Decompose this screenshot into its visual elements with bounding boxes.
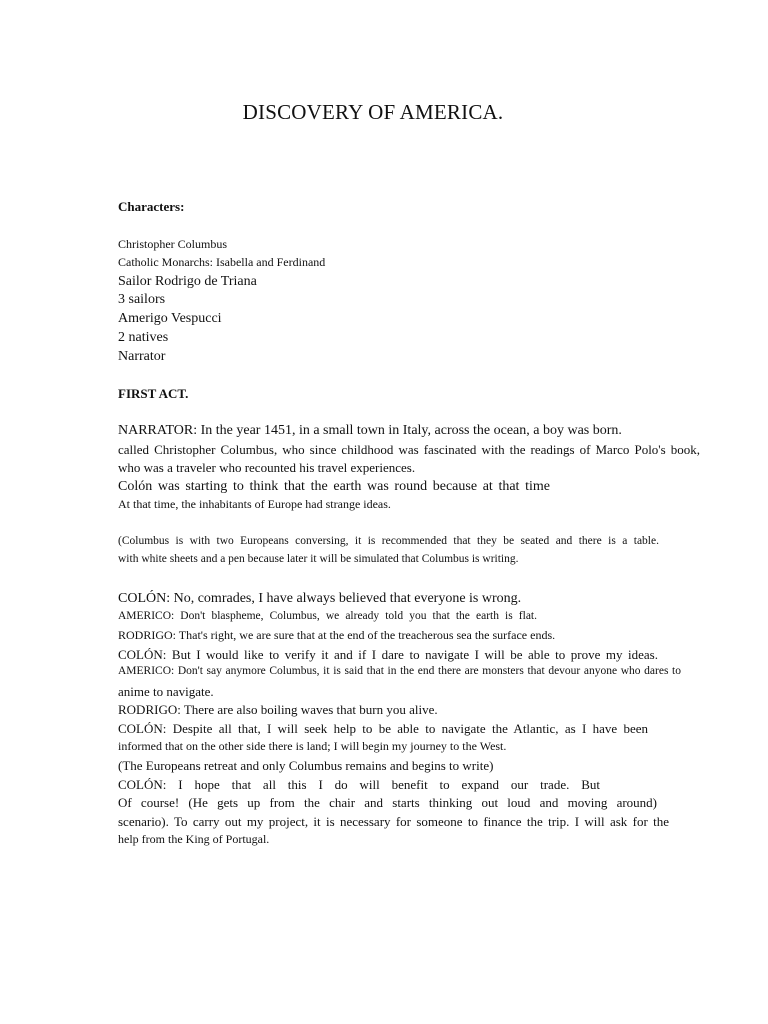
narration-line: called Christopher Columbus, who since childhood was fascinated with the readings of Marco Polo's book,	[118, 442, 700, 457]
character-item: Amerigo Vespucci	[118, 311, 222, 326]
document-title: DISCOVERY OF AMERICA.	[242, 100, 504, 124]
narration-line: who was a traveler who recounted his travel experiences.	[118, 460, 416, 475]
dialogue-line: RODRIGO: There are also boiling waves that burn you alive.	[118, 702, 438, 717]
dialogue-line: informed that on the other side there is land; I will begin my journey to the West.	[118, 739, 507, 753]
narration-line: Colón was starting to think that the earth was round because at that time	[118, 479, 550, 494]
character-item: Christopher Columbus	[118, 237, 228, 251]
character-item: 3 sailors	[118, 292, 166, 307]
narration-line: NARRATOR: In the year 1451, in a small town in Italy, across the ocean, a boy was born.	[118, 423, 622, 438]
character-item: Narrator	[118, 349, 166, 364]
dialogue-line: (The Europeans retreat and only Columbus remains and begins to write)	[118, 758, 494, 773]
dialogue-line: COLÓN: But I would like to verify it and if I dare to navigate I will be able to prove my ideas.	[118, 647, 658, 662]
act-heading: FIRST ACT.	[118, 386, 189, 401]
dialogue-line: COLÓN: No, comrades, I have always believed that everyone is wrong.	[118, 591, 522, 606]
dialogue-line: AMERICO: Don't blaspheme, Columbus, we already told you that the earth is flat.	[118, 610, 537, 622]
dialogue-line: help from the King of Portugal.	[118, 832, 270, 846]
dialogue-line: COLÓN: I hope that all this I do will benefit to expand our trade. But	[118, 777, 600, 792]
dialogue-line: RODRIGO: That's right, we are sure that at the end of the treacherous sea the surface ends.	[118, 628, 556, 642]
dialogue-line: anime to navigate.	[118, 684, 214, 699]
stage-direction-line: with white sheets and a pen because later it will be simulated that Columbus is writing.	[118, 553, 519, 565]
character-item: Sailor Rodrigo de Triana	[118, 274, 257, 289]
dialogue-line: Of course! (He gets up from the chair and starts thinking out loud and moving around)	[118, 795, 657, 810]
dialogue-line: scenario). To carry out my project, it is necessary for someone to finance the trip. I will ask for the	[118, 814, 669, 829]
narration-line: At that time, the inhabitants of Europe had strange ideas.	[118, 497, 391, 511]
character-item: 2 natives	[118, 330, 169, 345]
characters-heading: Characters:	[118, 199, 185, 214]
dialogue-line: COLÓN: Despite all that, I will seek help to be able to navigate the Atlantic, as I have been	[118, 721, 648, 736]
character-item: Catholic Monarchs: Isabella and Ferdinand	[118, 255, 326, 269]
stage-direction-line: (Columbus is with two Europeans conversing, it is recommended that they be seated and there is a table.	[118, 535, 659, 547]
dialogue-line: AMERICO: Don't say anymore Columbus, it is said that in the end there are monsters that devour anyone who dares to	[118, 665, 681, 677]
